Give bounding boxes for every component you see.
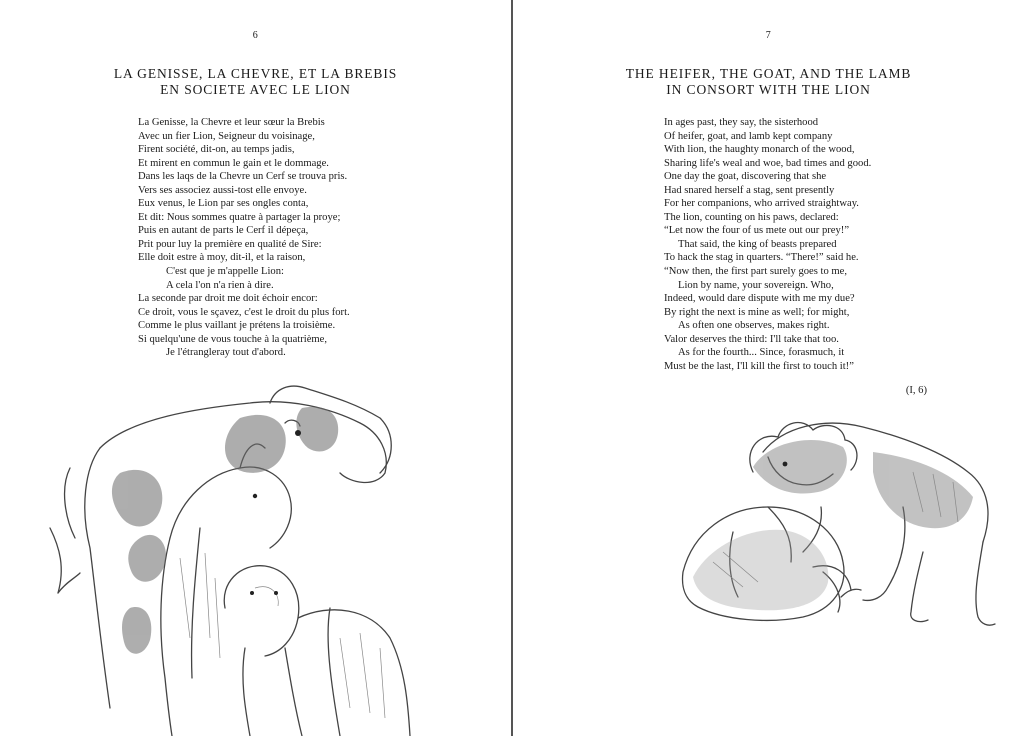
poem-line: Valor deserves the third: I'll take that too. [664,333,839,345]
poem-line: Elle doit estre à moy, dit-il, et la raison, [138,252,306,264]
poem-line: The lion, counting on his paws, declared: [664,211,839,223]
lion-stag-illustration [673,412,1003,637]
left-page [0,0,511,736]
poem-line: With lion, the haughty monarch of the wood, [664,144,855,156]
poem-line: Comme le plus vaillant je prétens la troisième. [138,320,336,332]
poem-line: In ages past, they say, the sisterhood [664,117,819,128]
poem-line: Prit pour luy la première en qualité de Sire: [138,238,322,250]
page-number-left: 6 [252,30,259,41]
poem-line: Puis en autant de parts le Cerf il dépeça, [138,225,309,237]
title-line: EN SOCIETE AVEC LE LION [160,82,351,97]
poem-french [138,116,350,360]
poem-line: To hack the stag in quarters. “There!” said he. [664,252,859,264]
poem-line: Avec un fier Lion, Seigneur du voisinage, [138,130,315,142]
poem-line: “Now then, the first part surely goes to me, [664,266,847,278]
poem-line: By right the next is mine as well; for might, [664,306,850,318]
poem-line: Sharing life's weal and woe, bad times and good. [664,157,872,169]
title-line: THE HEIFER, THE GOAT, AND THE LAMB [625,66,912,81]
poem-line: Dans les laqs de la Chevre un Cerf se trouva pris. [138,171,348,183]
poem-line: Of heifer, goat, and lamb kept company [664,130,833,142]
poem-line: One day the goat, discovering that she [664,171,827,183]
poem-line: A cela l'on n'a rien à dire. [166,279,274,291]
poem-line: Et mirent en commun le gain et le dommage. [138,157,329,169]
poem-line: “Let now the four of us mete out our prey!” [664,225,850,237]
poem-line: C'est que je m'appelle Lion: [166,266,284,278]
poem-line: Had snared herself a stag, sent presently [664,184,835,196]
page-number-right: 7 [765,30,772,41]
poem-line: Je l'étrangleray tout d'abord. [166,347,286,359]
heifer-goat-lamb-illustration [40,378,420,736]
poem-line: Indeed, would dare dispute with me my due? [664,293,855,305]
fable-reference: (I, 6) [905,385,927,396]
title-line: LA GENISSE, LA CHEVRE, ET LA BREBIS [113,66,398,81]
poem-line: For her companions, who arrived straightway. [664,198,859,210]
poem-line: Must be the last, I'll kill the first to touch it!” [664,360,854,372]
poem-title-english [513,66,1024,98]
poem-line: As often one observes, makes right. [678,320,830,332]
poem-line: As for the fourth... Since, forasmuch, it [678,347,845,359]
right-page [513,0,1024,736]
poem-line: La seconde par droit me doit échoir encor: [138,293,318,305]
poem-line: Si quelqu'une de vous touche à la quatrième, [138,333,328,345]
poem-english [664,116,871,373]
poem-line: Lion by name, your sovereign. Who, [678,279,834,291]
poem-line: That said, the king of beasts prepared [678,238,837,250]
poem-line: La Genisse, la Chevre et leur sœur la Brebis [138,117,325,128]
poem-line: Firent société, dit-on, au temps jadis, [138,144,295,156]
poem-line: Et dit: Nous sommes quatre à partager la proye; [138,211,341,223]
poem-line: Vers ses associez aussi-tost elle envoye. [138,184,307,196]
poem-line: Ce droit, vous le sçavez, c'est le droit du plus fort. [138,306,350,318]
poem-title-french [0,66,511,98]
poem-line: Eux venus, le Lion par ses ongles conta, [138,198,309,210]
title-line: IN CONSORT WITH THE LION [666,82,871,97]
